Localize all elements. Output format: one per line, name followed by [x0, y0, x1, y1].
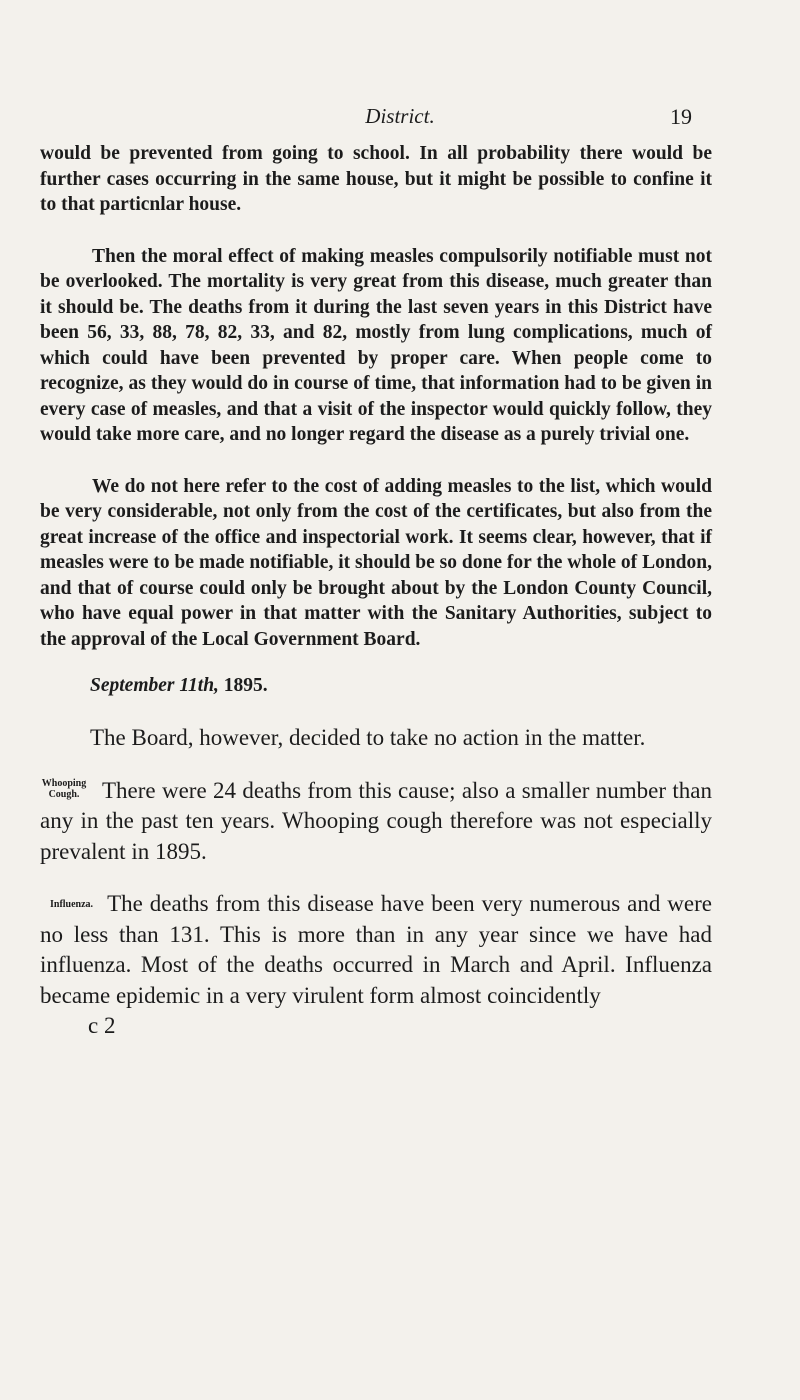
date-year: 1895.: [223, 675, 268, 696]
influenza-text: The deaths from this disease have been very numerous and were no less than 131. This is more than in any year since we have had influenza. Most of the deaths occurred in March and April. Influenza became epidemic in a very virulent form almost coincidently: [40, 891, 712, 1008]
body-text: [40, 141, 712, 1042]
date-month: September: [90, 675, 175, 696]
page-number: 19: [670, 104, 692, 129]
sidenote-whooping-cough: [40, 778, 88, 800]
running-title: District.: [365, 104, 435, 128]
paragraph-influenza: [40, 889, 712, 1011]
date-line: [40, 675, 712, 697]
paragraph-school: would be prevented from going to school. In all probability there would be further cases occurring in the same house, but it might be possible to confine it to that particnlar house.: [40, 143, 712, 215]
paragraph-moral-effect: Then the moral effect of making measles compulsorily notifiable must not be overlooked. The mortality is very great from this disease, much greater than it should be. The deaths from it during the last seven years in this District have been 56, 33, 88, 78, 82, 33, and 82, mostly from lung complications, much of which could have been prevented by proper care. When people come to recognize, as they would do in course of time, that information had to be given in every case of measles, and that a visit of the inspector would quickly follow, they would take more care, and no longer regard the disease as a purely trivial one.: [40, 245, 712, 445]
small-type-block: [40, 141, 712, 652]
running-head: [0, 100, 800, 130]
large-type-block: [40, 723, 712, 1042]
sidenote-whooping-line2: Cough.: [48, 788, 80, 800]
whooping-cough-text: There were 24 deaths from this cause; also a smaller number than any in the past ten years. Whooping cough therefore was not especially prevalent in 1895.: [40, 777, 712, 864]
paragraph-whooping-cough: [40, 776, 712, 868]
sidenote-influenza: Influenza.: [50, 899, 94, 910]
signature-mark: c 2: [88, 1013, 116, 1038]
paragraph-board-decision: The Board, however, decided to take no action in the matter.: [90, 725, 646, 750]
date-day: 11th,: [179, 675, 219, 696]
sidenote-whooping-line1: Whooping: [41, 777, 87, 789]
paragraph-cost: We do not here refer to the cost of adding measles to the list, which would be very considerable, not only from the cost of the certificates, but also from the great increase of the office and inspectorial work. It seems clear, however, that if measles were to be made notifiable, it should be so done for the whole of London, and that of course could only be brought about by the London County Council, who have equal power in that matter with the Sanitary Authorities, subject to the approval of the Local Government Board.: [40, 475, 712, 650]
